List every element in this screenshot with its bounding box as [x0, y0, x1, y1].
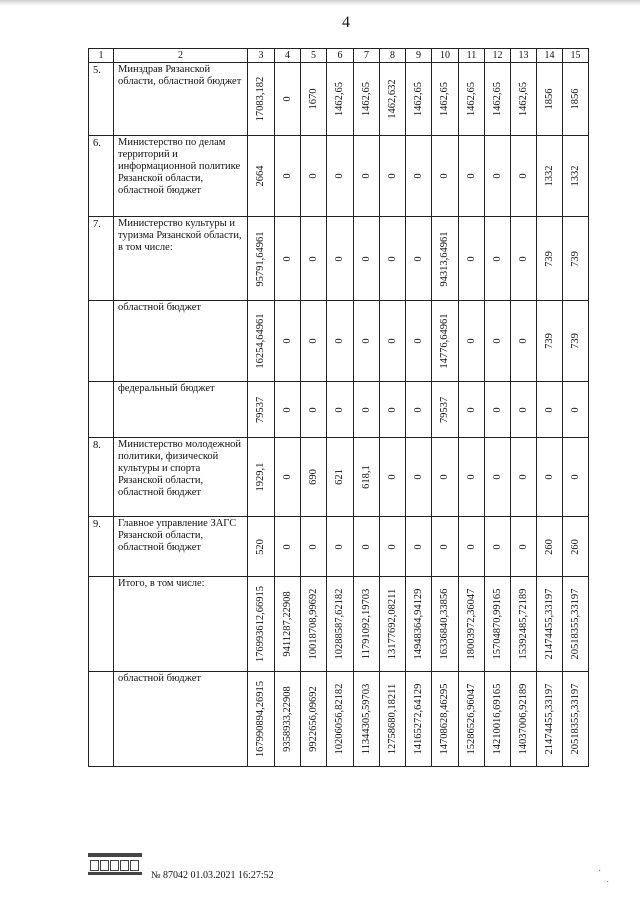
row-name: Министерство культуры и туризма Рязанской области, в том числе: — [114, 217, 248, 301]
value-text: 0 — [386, 173, 398, 179]
value-text: 16254,64961 — [255, 313, 266, 369]
value-text: 0 — [281, 406, 293, 413]
value-cell — [354, 217, 380, 301]
table-row — [89, 517, 589, 577]
value-cell — [327, 382, 354, 438]
value-text: 739 — [569, 333, 581, 349]
value-cell — [327, 577, 354, 672]
value-cell — [354, 577, 380, 672]
value-cell — [248, 136, 275, 217]
value-text: 21474455,33197 — [543, 588, 555, 660]
value-cell — [485, 136, 511, 217]
value-cell — [380, 577, 406, 672]
row-name: Минздрав Рязанской области, областной бюджет — [114, 63, 248, 136]
value-text: 618,1 — [360, 465, 372, 489]
table-row — [89, 136, 589, 217]
table-row — [89, 382, 589, 438]
row-name: Итого, в том числе: — [114, 577, 248, 672]
value-cell — [406, 217, 432, 301]
value-cell — [380, 217, 406, 301]
value-text: 0 — [360, 338, 372, 344]
value-cell — [275, 136, 301, 217]
value-cell — [327, 672, 354, 767]
value-text: 15286526,96047 — [465, 683, 477, 755]
value-cell — [563, 438, 589, 517]
value-text: 0 — [334, 255, 345, 262]
value-text: 0 — [386, 406, 398, 413]
table-row — [89, 577, 589, 672]
value-text: 1856 — [569, 88, 581, 110]
value-cell — [406, 438, 432, 517]
value-cell — [511, 217, 537, 301]
value-text: 690 — [307, 469, 319, 485]
table-row — [89, 438, 589, 517]
value-text: 12758680,18211 — [386, 683, 398, 755]
value-cell — [248, 63, 275, 136]
value-text: 1462,65 — [465, 81, 477, 117]
value-text: 0 — [386, 338, 398, 344]
header-cell: 9 — [406, 49, 432, 63]
value-cell — [459, 438, 485, 517]
value-text: 94313,64961 — [439, 230, 450, 287]
value-text: 13177692,08211 — [386, 588, 398, 660]
value-cell — [301, 382, 327, 438]
value-text: 0 — [281, 338, 293, 344]
value-cell — [511, 63, 537, 136]
value-cell — [275, 301, 301, 382]
value-text: 16336840,33856 — [439, 588, 450, 660]
value-text: 0 — [465, 255, 477, 262]
value-cell — [327, 217, 354, 301]
value-text: 14708628,46295 — [439, 683, 450, 755]
value-cell — [301, 438, 327, 517]
value-cell — [459, 136, 485, 217]
value-cell — [485, 672, 511, 767]
value-cell — [301, 63, 327, 136]
value-text: 11344305,59703 — [360, 683, 372, 755]
value-cell — [432, 577, 459, 672]
value-text: 1929,1 — [255, 462, 266, 492]
value-text: 10206056,82182 — [334, 683, 345, 755]
value-cell — [380, 517, 406, 577]
value-text: 0 — [491, 543, 503, 550]
value-text: 0 — [491, 338, 503, 344]
header-cell: 12 — [485, 49, 511, 63]
value-text: 0 — [281, 255, 293, 262]
header-cell: 5 — [301, 49, 327, 63]
value-text: 0 — [412, 338, 424, 344]
government-emblem-stamp — [88, 853, 142, 879]
value-cell — [563, 517, 589, 577]
header-cell: 11 — [459, 49, 485, 63]
value-cell — [563, 577, 589, 672]
value-text: 14948364,94129 — [412, 588, 424, 660]
value-text: 0 — [307, 338, 319, 344]
value-text: 79537 — [439, 396, 450, 423]
value-text: 10018708,99692 — [307, 588, 319, 660]
value-text: 0 — [465, 543, 477, 550]
value-text: 0 — [412, 543, 424, 550]
value-text: 0 — [569, 474, 581, 480]
value-cell — [275, 577, 301, 672]
value-text: 0 — [334, 173, 345, 179]
value-cell — [459, 672, 485, 767]
value-cell — [380, 438, 406, 517]
value-text: 176993612,66915 — [255, 585, 266, 663]
value-cell — [485, 301, 511, 382]
value-text: 0 — [281, 173, 293, 179]
value-text: 621 — [334, 469, 345, 485]
value-cell — [432, 301, 459, 382]
value-text: 0 — [360, 543, 372, 550]
value-text: 0 — [517, 406, 529, 413]
value-cell — [380, 63, 406, 136]
value-text: 0 — [465, 406, 477, 413]
value-cell — [354, 438, 380, 517]
value-cell — [511, 136, 537, 217]
value-cell — [537, 672, 563, 767]
value-cell — [327, 63, 354, 136]
value-text: 0 — [386, 543, 398, 550]
value-text: 739 — [569, 250, 581, 267]
budget-table — [88, 48, 589, 767]
row-name: областной бюджет — [114, 672, 248, 767]
value-cell — [248, 577, 275, 672]
value-text: 1856 — [543, 88, 555, 110]
value-cell — [485, 517, 511, 577]
value-cell — [432, 382, 459, 438]
scan-edge — [0, 0, 640, 6]
value-cell — [459, 63, 485, 136]
value-text: 14037006,92189 — [517, 683, 529, 755]
value-text: 0 — [517, 338, 529, 344]
row-number — [89, 577, 114, 672]
header-row — [89, 49, 589, 63]
value-text: 18003972,36047 — [465, 588, 477, 660]
value-text: 0 — [543, 406, 555, 413]
value-cell — [485, 63, 511, 136]
value-text: 0 — [439, 173, 450, 179]
value-text: 0 — [334, 338, 345, 344]
row-number — [89, 382, 114, 438]
value-cell — [563, 301, 589, 382]
value-cell — [537, 517, 563, 577]
value-text: 0 — [412, 474, 424, 480]
value-cell — [485, 382, 511, 438]
value-text: 0 — [360, 255, 372, 262]
value-cell — [406, 672, 432, 767]
value-cell — [406, 517, 432, 577]
row-number — [89, 301, 114, 382]
value-cell — [511, 517, 537, 577]
value-cell — [432, 217, 459, 301]
value-text: 17083,182 — [255, 76, 266, 122]
value-text: 79537 — [255, 396, 266, 423]
value-text: 14210016,69165 — [491, 683, 503, 755]
header-cell: 3 — [248, 49, 275, 63]
header-cell: 13 — [511, 49, 537, 63]
value-cell — [248, 438, 275, 517]
value-cell — [354, 136, 380, 217]
value-text: 0 — [281, 96, 293, 102]
value-cell — [380, 301, 406, 382]
value-text: 1670 — [307, 88, 319, 110]
header-cell: 1 — [89, 49, 114, 63]
row-name: Министерство молодежной политики, физической культуры и спорта Рязанской области, областной бюджет — [114, 438, 248, 517]
table-row — [89, 217, 589, 301]
value-cell — [459, 217, 485, 301]
value-cell — [327, 438, 354, 517]
value-text: 260 — [569, 538, 581, 555]
row-number: 7. — [89, 217, 114, 301]
value-cell — [432, 63, 459, 136]
value-cell — [248, 517, 275, 577]
value-text: 0 — [439, 474, 450, 480]
row-number — [89, 672, 114, 767]
value-cell — [511, 382, 537, 438]
value-cell — [432, 517, 459, 577]
value-text: 1462,65 — [517, 81, 529, 117]
value-cell — [380, 382, 406, 438]
table-row — [89, 301, 589, 382]
value-text: 0 — [307, 173, 319, 179]
table-row — [89, 63, 589, 136]
header-cell: 10 — [432, 49, 459, 63]
value-cell — [432, 136, 459, 217]
header-cell: 8 — [380, 49, 406, 63]
value-text: 0 — [334, 543, 345, 550]
value-text: 20518355,33197 — [569, 588, 581, 660]
row-number: 8. — [89, 438, 114, 517]
value-text: 9411287,22908 — [281, 591, 293, 657]
value-cell — [248, 301, 275, 382]
value-cell — [406, 382, 432, 438]
value-text: 0 — [491, 406, 503, 413]
value-cell — [248, 217, 275, 301]
value-cell — [537, 438, 563, 517]
value-text: 0 — [334, 406, 345, 413]
value-cell — [406, 301, 432, 382]
value-text: 0 — [360, 406, 372, 413]
value-cell — [485, 217, 511, 301]
value-cell — [432, 438, 459, 517]
value-cell — [380, 672, 406, 767]
value-text: 1462,65 — [439, 81, 450, 117]
row-name: Главное управление ЗАГС Рязанской области, областной бюджет — [114, 517, 248, 577]
value-cell — [537, 301, 563, 382]
value-text: 14776,64961 — [439, 313, 450, 369]
row-name: областной бюджет — [114, 301, 248, 382]
value-cell — [301, 217, 327, 301]
value-cell — [511, 672, 537, 767]
header-cell: 14 — [537, 49, 563, 63]
value-text: 739 — [543, 333, 555, 349]
value-text: 0 — [412, 255, 424, 262]
value-cell — [537, 136, 563, 217]
value-cell — [380, 136, 406, 217]
value-cell — [275, 382, 301, 438]
value-text: 0 — [412, 406, 424, 413]
value-text: 0 — [386, 255, 398, 262]
value-text: 0 — [491, 255, 503, 262]
value-text: 0 — [307, 406, 319, 413]
value-text: 0 — [491, 173, 503, 179]
value-text: 14165272,64129 — [412, 683, 424, 755]
value-cell — [354, 382, 380, 438]
value-cell — [327, 517, 354, 577]
value-text: 0 — [307, 543, 319, 550]
table-row — [89, 672, 589, 767]
value-cell — [275, 63, 301, 136]
value-text: 0 — [360, 173, 372, 179]
value-text: 0 — [465, 173, 477, 179]
row-number: 9. — [89, 517, 114, 577]
value-text: 20518355,33197 — [569, 683, 581, 755]
value-cell — [301, 577, 327, 672]
value-text: 0 — [491, 474, 503, 480]
value-text: 167990894,26915 — [255, 680, 266, 758]
value-text: 520 — [255, 538, 266, 555]
value-cell — [563, 136, 589, 217]
value-cell — [537, 63, 563, 136]
value-text: 95791,64961 — [255, 230, 266, 287]
value-cell — [275, 217, 301, 301]
value-text: 0 — [517, 474, 529, 480]
value-cell — [354, 517, 380, 577]
value-text: 1462,65 — [491, 81, 503, 117]
value-cell — [511, 438, 537, 517]
value-cell — [485, 577, 511, 672]
value-cell — [406, 136, 432, 217]
page-number: 4 — [342, 14, 350, 31]
value-cell — [563, 382, 589, 438]
value-text: 15704870,99165 — [491, 588, 503, 660]
value-cell — [354, 63, 380, 136]
value-text: 0 — [465, 474, 477, 480]
value-cell — [301, 301, 327, 382]
value-cell — [459, 577, 485, 672]
value-text: 0 — [281, 543, 293, 550]
value-text: 21474455,33197 — [543, 683, 555, 755]
value-text: 2664 — [255, 165, 266, 187]
table-body — [89, 63, 589, 767]
value-cell — [459, 301, 485, 382]
header-cell: 6 — [327, 49, 354, 63]
value-cell — [459, 517, 485, 577]
value-text: 0 — [543, 474, 555, 480]
value-text: 1332 — [543, 165, 555, 187]
value-cell — [275, 517, 301, 577]
value-text: 10288587,62182 — [334, 588, 345, 660]
value-text: 9358933,22908 — [281, 686, 293, 752]
value-text: 9922656,09692 — [307, 686, 319, 752]
row-name: Министерство по делам территорий и информационной политике Рязанской области, областной бюджет — [114, 136, 248, 217]
header-cell: 7 — [354, 49, 380, 63]
value-cell — [354, 672, 380, 767]
value-cell — [406, 63, 432, 136]
header-cell: 4 — [275, 49, 301, 63]
value-text: 739 — [543, 250, 555, 267]
scan-mark: ˙ — [606, 880, 610, 891]
value-cell — [354, 301, 380, 382]
value-cell — [275, 672, 301, 767]
value-text: 0 — [517, 543, 529, 550]
value-cell — [301, 672, 327, 767]
value-cell — [459, 382, 485, 438]
value-cell — [432, 672, 459, 767]
value-text: 0 — [517, 255, 529, 262]
value-cell — [563, 63, 589, 136]
value-text: 0 — [465, 338, 477, 344]
value-cell — [406, 577, 432, 672]
value-cell — [537, 577, 563, 672]
value-text: 1462,632 — [386, 79, 398, 119]
value-cell — [563, 672, 589, 767]
row-number: 5. — [89, 63, 114, 136]
value-cell — [248, 382, 275, 438]
header-cell: 15 — [563, 49, 589, 63]
value-text: 0 — [386, 474, 398, 480]
value-text: 0 — [281, 474, 293, 480]
value-cell — [248, 672, 275, 767]
value-text: 0 — [412, 173, 424, 179]
row-name: федеральный бюджет — [114, 382, 248, 438]
document-footer: № 87042 01.03.2021 16:27:52 — [151, 870, 274, 881]
value-cell — [327, 301, 354, 382]
value-cell — [563, 217, 589, 301]
value-text: 1462,65 — [360, 81, 372, 117]
value-text: 0 — [307, 255, 319, 262]
value-text: 1462,65 — [412, 81, 424, 117]
value-text: 0 — [439, 543, 450, 550]
value-cell — [275, 438, 301, 517]
value-cell — [327, 136, 354, 217]
row-number: 6. — [89, 136, 114, 217]
value-cell — [301, 136, 327, 217]
value-text: 0 — [569, 406, 581, 413]
value-text: 0 — [517, 173, 529, 179]
value-cell — [301, 517, 327, 577]
value-text: 1462,65 — [334, 81, 345, 117]
value-text: 11791092,19703 — [360, 588, 372, 660]
value-text: 1332 — [569, 165, 581, 187]
value-cell — [537, 382, 563, 438]
value-cell — [485, 438, 511, 517]
scan-mark: · — [598, 866, 602, 877]
value-cell — [511, 301, 537, 382]
value-cell — [537, 217, 563, 301]
value-text: 15392485,72189 — [517, 588, 529, 660]
value-text: 260 — [543, 538, 555, 555]
header-cell: 2 — [114, 49, 248, 63]
value-cell — [511, 577, 537, 672]
